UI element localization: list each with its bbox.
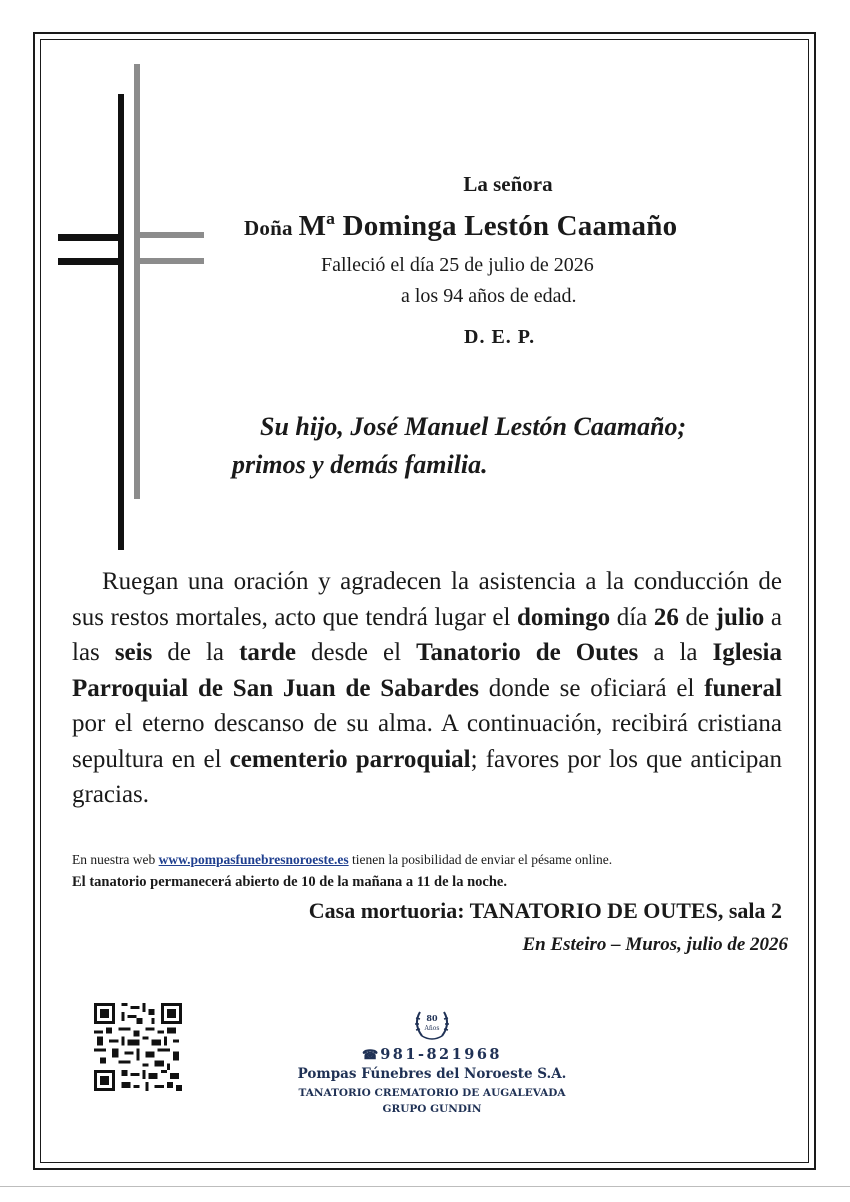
body-day-number: 26 [653,603,679,631]
company-group: GRUPO GUNDIN [382,1103,482,1115]
company-name: Pompas Fúnebres del Noroeste S.A. [297,1066,567,1082]
web-note [72,852,612,868]
svg-text:80: 80 [426,1013,438,1023]
body-month: julio [715,603,765,631]
body-cemetery: cementerio parroquial [229,745,471,773]
deceased-name-text: Mª Dominga Lestón Caamaño [298,210,678,242]
title-line: La señora [463,172,553,196]
body-text: ; favores por los que anticipan gracias. [72,745,782,808]
honorific: Doña [244,216,293,240]
body-text: desde el [295,639,417,666]
opening-hours: El tanatorio permanecerá abierto de 10 de la mañana a 11 de la noche. [72,874,507,890]
body-text: a las [72,603,782,666]
page-edge-line [0,1186,850,1187]
body-service: funeral [704,674,782,702]
deceased-name [244,210,677,243]
wake-location: Casa mortuoria: TANATORIO DE OUTES, sala 2 [308,898,782,923]
body-origin: Tanatorio de Outes [416,639,639,666]
place-date: En Esteiro – Muros, julio de 2026 [522,934,788,955]
body-period: tarde [239,639,296,666]
body-text: de [678,603,716,631]
body-text: Ruegan una oración y agradecen la asistencia a la conducción de sus restos mortales, acto que tendrá lugar el [72,568,782,631]
web-note-suffix: tienen la posibilidad de enviar el pésame online. [348,852,613,867]
svg-text:Años: Años [424,1025,440,1032]
body-text: día [610,603,654,631]
rip-text: D. E. P. [464,326,536,348]
age-line: a los 94 años de edad. [401,285,577,307]
body-text: de la [152,639,240,666]
body-text: por el eterno descanso de su alma. A continuación, recibirá cristiana sepultura en el [72,710,782,773]
announcement-body [72,564,782,813]
body-hour: seis [114,639,153,666]
family-line-2: primos y demás familia. [232,450,488,479]
company-phone[interactable] [232,1046,632,1063]
web-note-prefix: En nuestra web [72,852,159,867]
telephone-icon: ☎ [361,1048,379,1063]
qr-code-icon[interactable] [94,1003,182,1091]
death-date: Falleció el día 25 de julio de 2026 [321,254,594,276]
body-church: Iglesia Parroquial de San Juan de Sabardes [72,639,782,702]
body-text: donde se oficiará el [478,674,705,702]
cross-icon [56,64,206,554]
family-line-1: Su hijo, José Manuel Lestón Caamaño; [260,412,687,441]
anniversary-badge-icon [410,1004,454,1044]
website-link[interactable]: www.pompasfunebresnoroeste.es [158,852,349,867]
body-text: a la [638,639,713,666]
company-phone-number: 981-821968 [380,1046,503,1063]
body-day-word: domingo [517,603,611,631]
company-subtitle: TANATORIO CREMATORIO DE AUGALEVADA [298,1087,566,1099]
